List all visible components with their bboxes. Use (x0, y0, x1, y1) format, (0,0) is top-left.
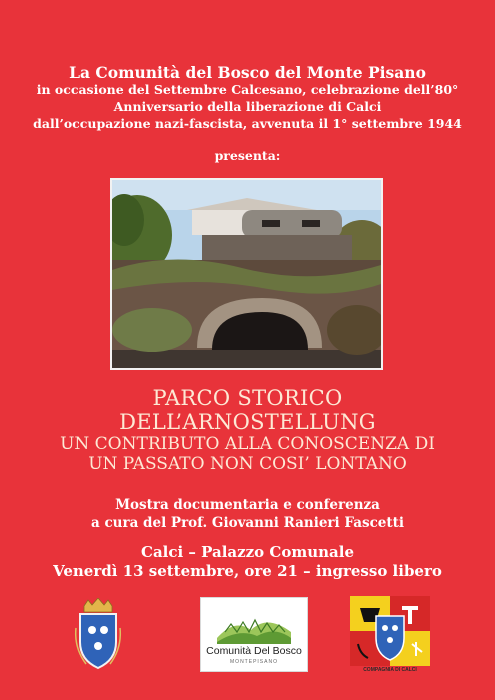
bunker-photo (110, 178, 383, 370)
occasion-line: in occasione del Settembre Calcesano, celebrazione dell’80° (36, 82, 459, 97)
event-date: Venerdì 13 settembre, ore 21 – ingresso libero (53, 562, 442, 580)
header-text (0, 64, 495, 132)
logo-brand-name: Comunità Del Bosco (206, 645, 302, 657)
title-line-2: DELL’ARNOSTELLUNG (119, 410, 376, 434)
logo-brand-sub: MONTEPISANO (230, 659, 278, 665)
title-line-3: UN CONTRIBUTO ALLA CONOSCENZA DI (60, 434, 435, 454)
exhibit-description (0, 496, 495, 532)
calci-crest-logo (74, 598, 122, 672)
anniversary-line: Anniversario della liberazione di Calci (113, 99, 382, 114)
event-place: Calci – Palazzo Comunale (141, 543, 354, 561)
title-line-4: UN PASSATO NON COSI’ LONTANO (88, 454, 407, 474)
comunita-del-bosco-logo (200, 597, 308, 672)
presenta-label: presenta: (214, 148, 281, 163)
event-title (0, 386, 495, 474)
title-line-1: PARCO STORICO (152, 386, 343, 410)
organizer-line: La Comunità del Bosco del Monte Pisano (69, 63, 426, 82)
event-details (0, 543, 495, 581)
exhibit-line-2: a cura del Prof. Giovanni Ranieri Fascetti (91, 515, 404, 531)
liberation-line: dall’occupazione nazi-fascista, avvenuta il 1° settembre 1944 (33, 116, 462, 131)
compagnia-di-calci-logo (350, 596, 430, 676)
exhibit-line-1: Mostra documentaria e conferenza (115, 497, 380, 513)
logo-caption: COMPAGNIA DI CALCI (363, 667, 417, 673)
